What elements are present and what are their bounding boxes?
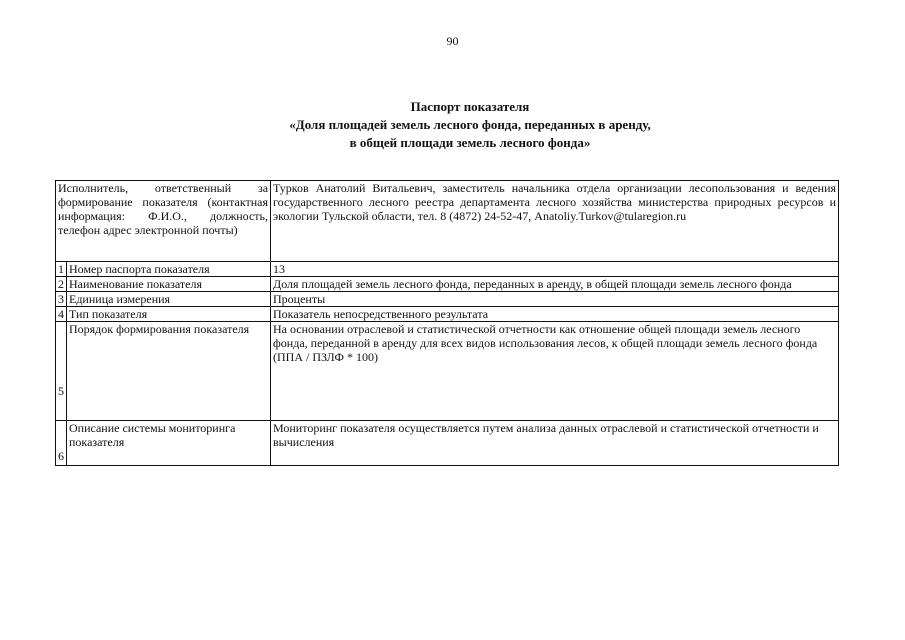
row-number: 6 [56,421,67,466]
row-number: 3 [56,292,67,307]
row-value: Проценты [271,292,839,307]
row-value: Показатель непосредственного результата [271,307,839,322]
row-label: Тип показателя [67,307,271,322]
title-line-1: Паспорт показателя [410,99,530,114]
row-number: 1 [56,262,67,277]
table-row-executor [56,181,839,262]
table-row [56,307,839,322]
table-row [56,421,839,466]
page-number: 90 [446,34,459,48]
row-label: Единица измерения [67,292,271,307]
passport-table [55,180,839,466]
row-value: Доля площадей земель лесного фонда, переданных в аренду, в общей площади земель лесного фонда [271,277,839,292]
row-label: Порядок формирования показателя [67,322,271,421]
row-value: На основании отраслевой и статистической отчетности как отношение общей площади земель лесного фонда, переданной в аренду для всех видов использования лесов, к общей площади земель лесного фонда (ППА / ПЗЛФ * 100) [271,322,839,421]
row-label: Номер паспорта показателя [67,262,271,277]
row-label: Наименование показателя [67,277,271,292]
document-title [150,98,790,152]
table-row [56,322,839,421]
row-value: Мониторинг показателя осуществляется путем анализа данных отраслевой и статистической отчетности и вычисления [271,421,839,466]
row-label: Описание системы мониторинга показателя [67,421,271,466]
executor-label: Исполнитель, ответственный за формирование показателя (контактная информация: Ф.И.О., должность, телефон адрес электронной почты) [56,181,271,262]
row-number: 4 [56,307,67,322]
table-row [56,292,839,307]
row-number: 5 [56,322,67,421]
executor-value: Турков Анатолий Витальевич, заместитель начальника отдела организации лесопользования и ведения государственного лесного реестра департамента лесного хозяйства министерства природных ресурсов и экологии Тульской области, тел. 8 (4872) 24-52-47, Anatoliy.Turkov@tularegion.ru [271,181,839,262]
table-row [56,262,839,277]
table-row [56,277,839,292]
title-line-2: «Доля площадей земель лесного фонда, переданных в аренду, [289,117,651,132]
row-value: 13 [271,262,839,277]
title-line-3: в общей площади земель лесного фонда» [349,135,591,150]
row-number: 2 [56,277,67,292]
